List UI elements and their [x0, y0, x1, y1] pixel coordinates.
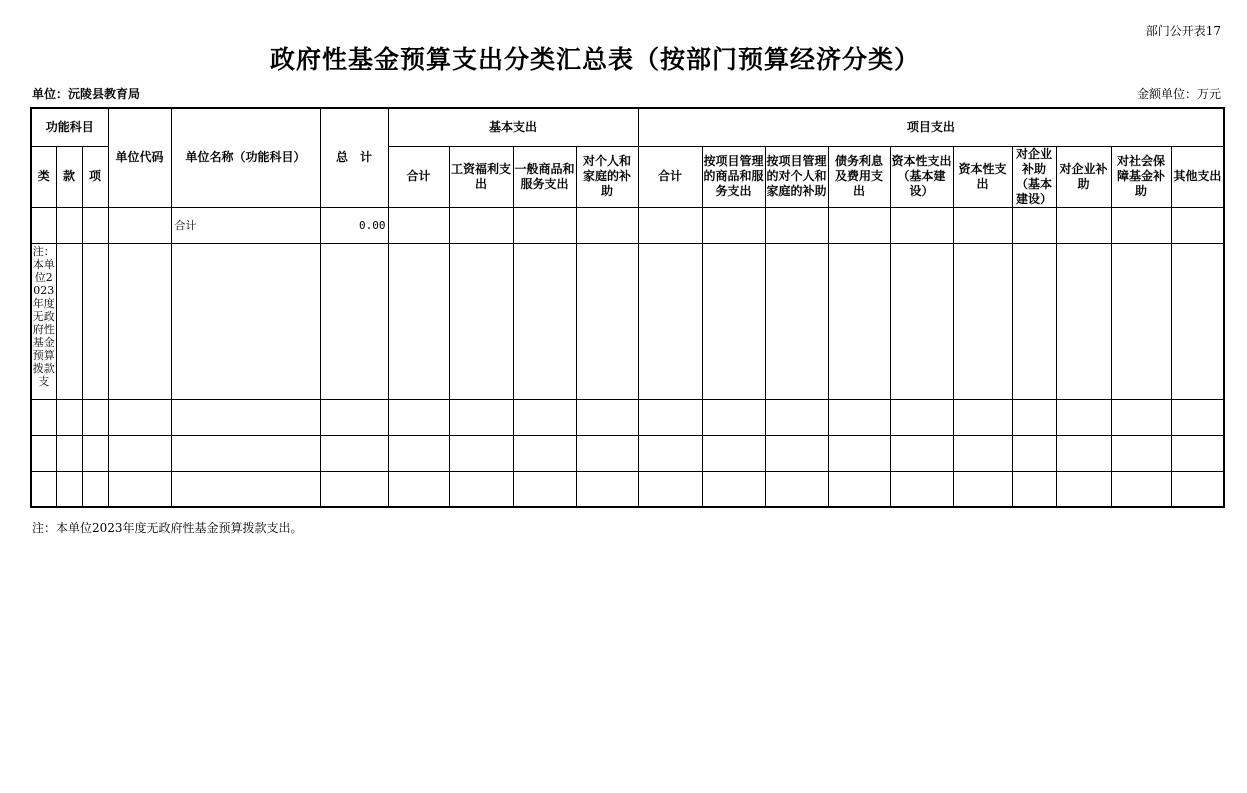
- header-unit-name: 单位名称（功能科目）: [171, 108, 320, 207]
- table-row-total: [31, 207, 1224, 243]
- header-project-debt: 债务利息及费用支出: [828, 146, 890, 207]
- total-row-value: 0.00: [320, 207, 388, 243]
- page-title: 政府性基金预算支出分类汇总表（按部门预算经济分类）: [269, 45, 920, 74]
- table-row-note: [31, 243, 1224, 399]
- header-project-enterprise-construction: 对企业补助（基本建设）: [1012, 146, 1056, 207]
- header-total: 总 计: [320, 108, 388, 207]
- header-project-enterprise: 对企业补助: [1056, 146, 1111, 207]
- total-row-label: 合计: [171, 207, 320, 243]
- header-project-subsidy: 按项目管理的对个人和家庭的补助: [765, 146, 828, 207]
- unit-label: 单位：沅陵县教育局: [32, 87, 141, 101]
- header-basic-subsidy: 对个人和家庭的补助: [576, 146, 638, 207]
- header-cls: 类: [31, 146, 56, 207]
- header-project-total: 合计: [638, 146, 702, 207]
- form-id: 部门公开表17: [1145, 24, 1221, 38]
- header-kuan: 款: [56, 146, 82, 207]
- header-project-goods: 按项目管理的商品和服务支出: [702, 146, 765, 207]
- header-unit-code: 单位代码: [108, 108, 171, 207]
- header-func-subject: 功能科目: [31, 108, 108, 146]
- header-basic-total: 合计: [388, 146, 449, 207]
- header-project-capital-construction: 资本性支出（基本建设）: [890, 146, 953, 207]
- table-row: [31, 435, 1224, 471]
- header-project-social-security: 对社会保障基金补助: [1111, 146, 1171, 207]
- header-basic-goods: 一般商品和服务支出: [513, 146, 576, 207]
- header-xiang: 项: [82, 146, 108, 207]
- header-row-1: [31, 108, 1224, 146]
- header-project: 项目支出: [638, 108, 1224, 146]
- expenditure-table: [30, 107, 1225, 508]
- note-cell: 注：本单位2023年度无政府性基金预算拨款支: [31, 243, 56, 399]
- footnote: 注：本单位2023年度无政府性基金预算拨款支出。: [32, 521, 303, 535]
- table-row: [31, 471, 1224, 507]
- header-basic-wages: 工资福利支出: [449, 146, 513, 207]
- header-project-other: 其他支出: [1171, 146, 1224, 207]
- table-row: [31, 399, 1224, 435]
- header-project-capital: 资本性支出: [953, 146, 1012, 207]
- header-basic: 基本支出: [388, 108, 638, 146]
- amount-unit-label: 金额单位：万元: [1136, 87, 1221, 101]
